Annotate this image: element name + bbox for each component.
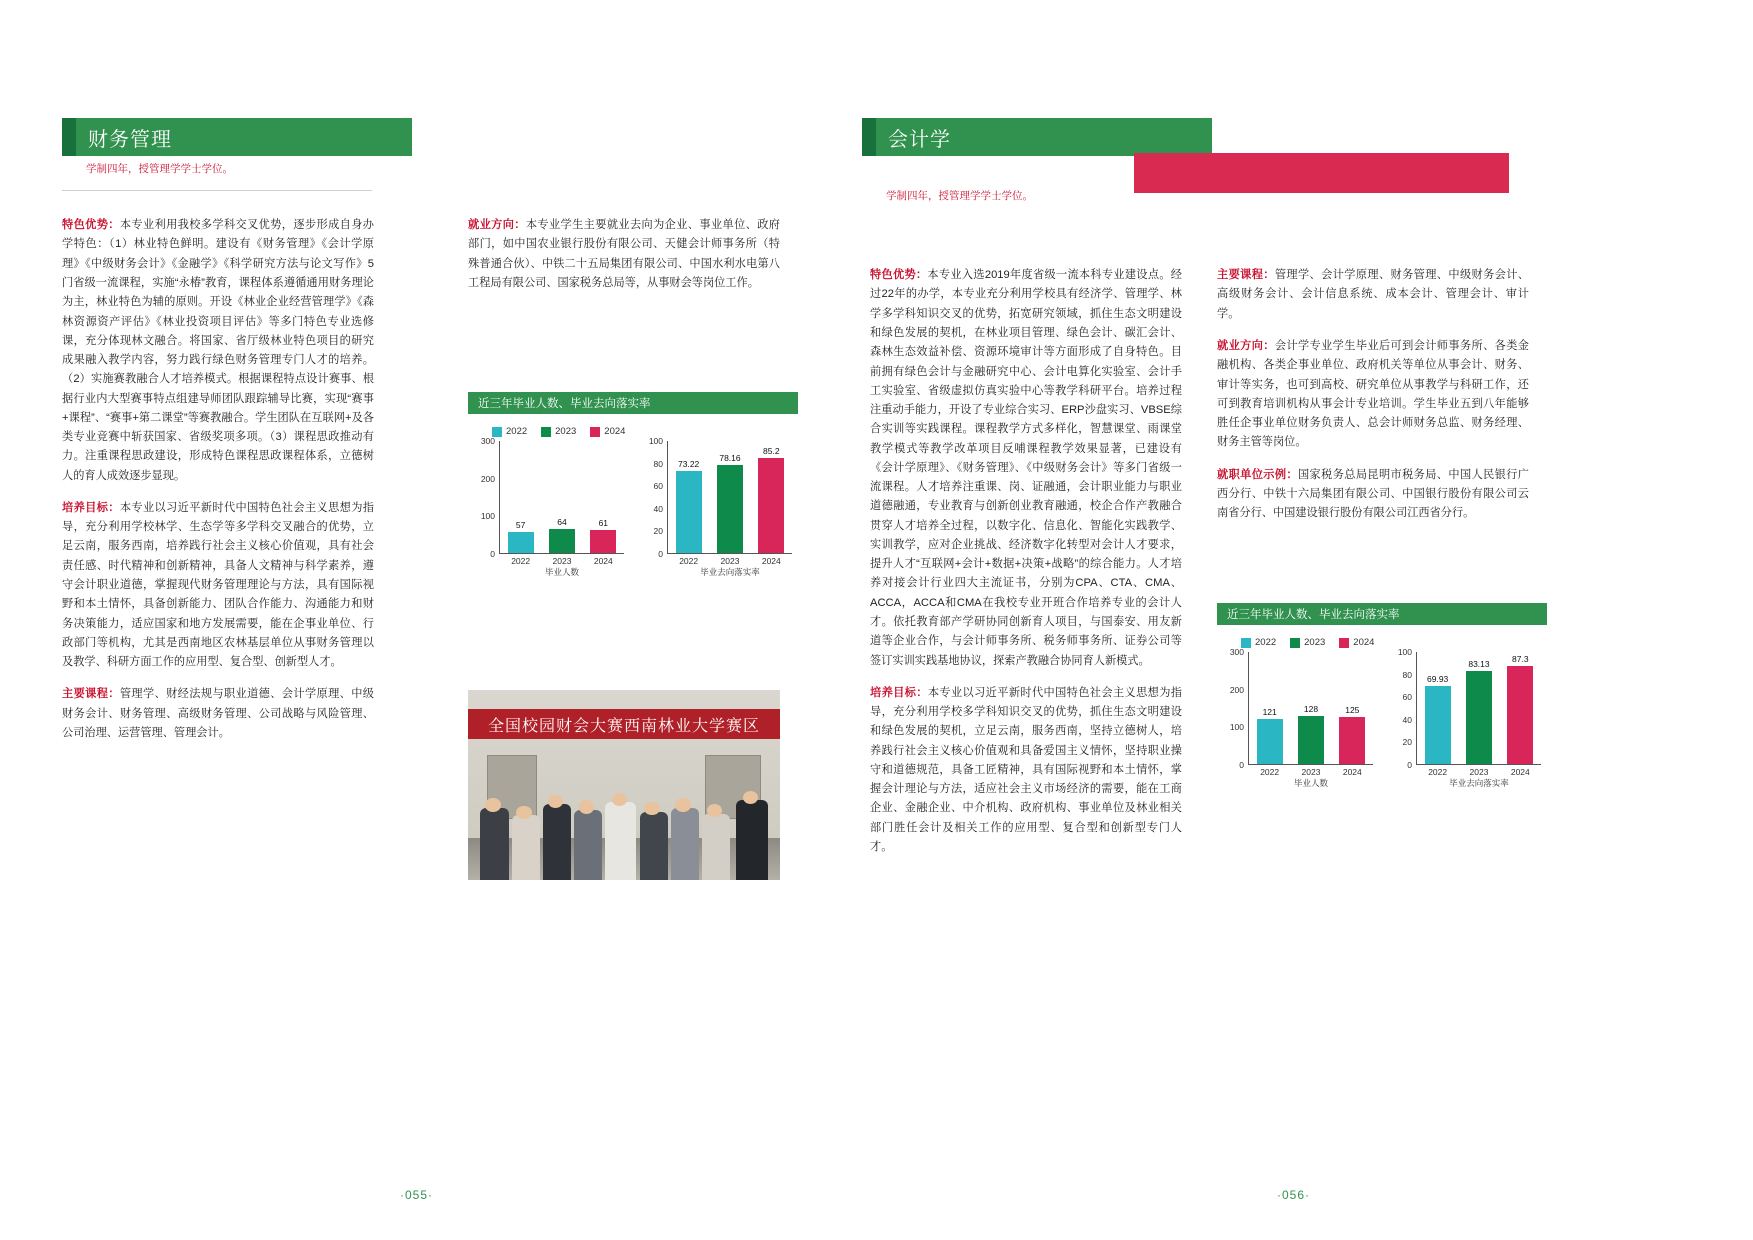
- bar-group: [668, 441, 709, 553]
- paragraph-text: 本专业以习近平新时代中国特色社会主义思想为指导，充分利用学校多学科知识交叉的优势，抓住生态文明建设和绿色发展的契机，立足云南，服务西南，坚持立德树人，培养践行社会主义核心价值观和具备爱国主义情怀，坚持职业操守和道德规范，具备工匠精神，具有国际视野和本土情怀，掌握会计理论与方法，适应社会主义市场经济的需要，能在工商企业、金融企业、中介机构、政府机构、事业单位及林业相关部门胜任会计及相关工作的应用型、复合型和创新型专门人才。: [870, 686, 1182, 853]
- paragraph-goals: [62, 499, 374, 672]
- bar-chart-employment-rate: [1391, 647, 1541, 788]
- page-number: ·056·: [1277, 1188, 1311, 1202]
- bar-value-label: 121: [1262, 706, 1277, 717]
- photo-person: [702, 814, 730, 881]
- x-tick-label: 2024: [1342, 767, 1362, 777]
- bar-value-label: 57: [515, 519, 526, 530]
- photo-person-head: [743, 791, 759, 804]
- plot-area: [1249, 652, 1373, 765]
- legend-item: [1241, 637, 1276, 648]
- degree-note: 学制四年，授管理学学士学位。: [86, 163, 233, 175]
- photo-person-head: [548, 795, 564, 808]
- legend-label: 2022: [1255, 637, 1277, 648]
- y-tick-label: 0: [658, 549, 663, 559]
- y-tick-label: 0: [1407, 760, 1412, 770]
- paragraph-text: 本专业入选2019年度省级一流本科专业建设点。经过22年的办学，本专业充分利用学校具有经济学、管理学、林学多学科知识交叉的优势，拓宽研究领域，抓住生态文明建设和绿色发展的契机，在林业项目管理、绿色会计、碳汇会计、森林生态效益补偿、资源环境审计等方面形成了自身特色。目前拥有绿色会计与金融研究中心、会计电算化实验室、会计手工实验室、省级虚拟仿真实验中心等教学科研平台。培养过程注重动手能力，开设了专业综合实习、ERP沙盘实习、VBSE综合实训等实践课程。课程教学方式多样化，智慧课堂、雨课堂教学模式等教学改革项目反哺课程教学效果显著，已建设有《会计学原理》、《财务管理》、《中级财务会计》等多门省级一流课程。人才培养注重课、岗、证融通，会计职业能力与职业道德融通，专业教育与创新创业教育融通，校企合作产教融合贯穿人才培养全过程，以数字化、信息化、智能化实践教学、实训教学，应对企业挑战、经济数字化转型对会计人才要求，提升人才“互联网+会计+数据+决策+战略”的综合能力。人才培养对接会计行业四大主流证书，分别为CPA、CTA、CMA、ACCA，ACCA和CMA在我校专业开班合作培养专业的会计人才。依托教育部产学研协同创新育人项目，与国泰安、用友新道等企业合作，与会计师事务所、税务师事务所、证券公司等签订实训实践基地协议，探索产教融合协同育人新模式。: [870, 269, 1182, 667]
- header-accent-bar: [62, 118, 76, 156]
- x-tick-label: 2023: [720, 556, 740, 566]
- bar-value-label: 85.2: [763, 445, 780, 456]
- paragraph-text: 本专业以习近平新时代中国特色社会主义思想为指导，充分利用学校林学、生态学等多学科交叉融合的优势，立足云南，服务西南，培养践行社会主义核心价值观，具有社会责任感、时代精神和创新精神，具备人文精神与科学素养，遵守会计职业道德，掌握现代财务管理理论与方法，具有国际视野和本土情怀，具备创新能力、团队合作能力、沟通能力和财务决策能力，适应国家和地方发展需要，能在企事业单位、行政部门等机构，尤其是西南地区农林基层单位从事财务管理以及教学、科研方面工作的应用型、复合型、创新型人才。: [62, 501, 374, 669]
- y-tick-label: 20: [1402, 737, 1412, 748]
- program-title: 财务管理: [88, 128, 172, 151]
- x-axis-title: 毕业人数: [1293, 778, 1328, 788]
- bar: [676, 471, 702, 553]
- x-axis-labels: [500, 556, 624, 566]
- legend-item: [590, 426, 625, 437]
- paragraph-label: 特色优势：: [62, 219, 120, 232]
- y-tick-label: 300: [480, 436, 495, 446]
- legend-item: [541, 426, 576, 437]
- x-tick-label: 2023: [1301, 767, 1321, 777]
- y-tick-label: 60: [653, 481, 663, 492]
- photo-person: [640, 812, 668, 880]
- x-tick-label: 2024: [761, 556, 781, 566]
- x-tick-label: 2022: [1260, 767, 1280, 777]
- y-tick-label: 0: [1239, 760, 1244, 770]
- chart-panel-accounting: [1217, 603, 1547, 787]
- legend-swatch-2024: [590, 427, 600, 437]
- paragraph-employment: [1217, 337, 1529, 453]
- paragraph-goals: [870, 684, 1182, 857]
- photo-person-head: [485, 798, 501, 811]
- legend-swatch-2023: [541, 427, 551, 437]
- paragraph-label: 主要课程：: [62, 688, 120, 701]
- legend-swatch-2022: [492, 427, 502, 437]
- bar: [549, 529, 575, 553]
- x-axis-title: 毕业人数: [544, 567, 579, 577]
- chart-panel-title: 近三年毕业人数、毕业去向落实率: [1217, 603, 1547, 625]
- page-number: ·055·: [400, 1188, 434, 1202]
- bar: [1298, 716, 1324, 764]
- x-axis-title: 毕业去向落实率: [1449, 778, 1509, 788]
- bar: [758, 458, 784, 553]
- photo-person-head: [516, 806, 532, 819]
- y-tick-label: 60: [1402, 692, 1412, 703]
- paragraph-text: 本专业利用我校多学科交叉优势，逐步形成自身办学特色：（1）林业特色鲜明。建设有《财务管理》《会计学原理》《中级财务会计》《金融学》《科学研究方法与论文写作》5门省级一流课程，实施“永椿”教育，课程体系遵循通用财务理论为主，林业特色为辅的原则。开设《林业企业经营管理学》《森林资源资产评估》《林业投资项目评估》等多门特色专业选修课，充分体现林文融合。将国家、省厅级林业特色项目的研究成果融入教学内容，努力践行绿色财务管理专门人才的培养。（2）实施赛教融合人才培养模式。根据课程特点设计赛事、根据行业内大型赛事特点组建导师团队跟踪辅导比赛，实现“赛事+课程”、“赛事+第二课堂”等赛教融合。学生团队在互联网+及各类专业竞赛中斩获国家、省级奖项多项。（3）课程思政推动有力。注重课程思政建设，形成特色课程思政课程体系，立德树人的育人成效逐步显现。: [62, 219, 374, 482]
- bar-value-label: 73.22: [678, 459, 700, 469]
- chart-legend: [1241, 637, 1547, 648]
- legend-swatch-2024: [1339, 638, 1349, 648]
- bar-group: [751, 441, 792, 553]
- y-tick-label: 20: [653, 526, 663, 537]
- right-column-2: [1217, 255, 1529, 536]
- left-column-1: [62, 205, 374, 756]
- bar: [508, 532, 534, 553]
- y-tick-label: 200: [480, 473, 495, 484]
- paragraph-text: 管理学、财经法规与职业道德、会计学原理、中级财务会计、财务管理、高级财务管理、公司战略与风险管理、公司治理、运营管理、管理会计。: [62, 688, 374, 739]
- charts-row: [474, 436, 798, 577]
- bar-group: [500, 441, 541, 553]
- program-header-accounting: [862, 118, 1212, 156]
- paragraph-label: 就职单位示例：: [1217, 468, 1298, 481]
- x-tick-label: 2023: [552, 556, 572, 566]
- plot-area: [500, 441, 624, 554]
- photo-person: [736, 800, 767, 880]
- legend-label: 2023: [1304, 637, 1326, 648]
- y-tick-label: 100: [1229, 722, 1244, 733]
- x-tick-label: 2024: [1510, 767, 1530, 777]
- right-column-1: [870, 255, 1182, 870]
- bar-value-label: 128: [1303, 704, 1319, 715]
- x-axis-labels: [1249, 767, 1373, 777]
- bar-chart-graduates: [474, 436, 624, 577]
- bar: [1339, 717, 1365, 764]
- legend-label: 2023: [555, 426, 577, 437]
- paragraph-label: 就业方向：: [1217, 339, 1275, 352]
- paragraph-employers: [1217, 466, 1529, 524]
- y-tick-label: 100: [648, 436, 663, 446]
- y-tick-label: 80: [1402, 669, 1412, 680]
- x-tick-label: 2022: [511, 556, 531, 566]
- decorative-pink-bar: [1134, 153, 1509, 193]
- y-tick-label: 200: [1229, 684, 1244, 695]
- paragraph-features: [870, 266, 1182, 671]
- legend-item: [1290, 637, 1325, 648]
- bar: [1257, 719, 1283, 764]
- y-axis: [474, 436, 500, 559]
- paragraph-text: 管理学、会计学原理、财务管理、中级财务会计、高级财务会计、会计信息系统、成本会计、管理会计、审计学。: [1217, 269, 1529, 320]
- bar: [717, 465, 743, 553]
- x-axis-labels: [1417, 767, 1541, 777]
- paragraph-label: 培养目标：: [870, 686, 928, 699]
- bar-group: [1459, 652, 1500, 764]
- paragraph-courses: [1217, 266, 1529, 324]
- photo-person: [543, 804, 571, 880]
- legend-item: [492, 426, 527, 437]
- legend-swatch-2022: [1241, 638, 1251, 648]
- paragraph-text: 本专业学生主要就业去向为企业、事业单位、政府部门，如中国农业银行股份有限公司、天健会计师事务所（特殊普通合伙）、中铁二十五局集团有限公司、中国水利水电第八工程局有限公司、国家税务总局等，从事财会等岗位工作。: [468, 219, 780, 289]
- y-tick-label: 100: [1397, 647, 1412, 657]
- paragraph-courses: [62, 685, 374, 743]
- legend-swatch-2023: [1290, 638, 1300, 648]
- legend-label: 2022: [506, 426, 528, 437]
- bar-value-label: 64: [557, 517, 567, 528]
- bar: [590, 530, 616, 553]
- paragraph-text: 国家税务总局昆明市税务局、中国人民银行广西分行、中铁十六局集团有限公司、中国银行股份有限公司云南省分行、中国建设银行股份有限公司江西省分行。: [1217, 468, 1529, 520]
- left-column-2: [468, 205, 780, 306]
- header-accent-bar: [862, 118, 876, 156]
- plot-area: [1417, 652, 1541, 765]
- bar-group: [1332, 652, 1373, 764]
- photo-banner-text: 全国校园财会大赛西南林业大学赛区: [468, 709, 780, 739]
- x-axis-labels: [668, 556, 792, 566]
- paragraph-text: 会计学专业学生毕业后可到会计师事务所、各类金融机构、各类企事业单位、政府机关等单位从事会计、财务、审计等实务，也可到高校、研究单位从事教学与科研工作，还可到教育培训机构从事会计专业培训。学生毕业五到八年能够胜任企事业单位财务负责人、总会计师财务总监、财务经理、财务主管等岗位。: [1217, 339, 1529, 449]
- y-tick-label: 100: [480, 511, 495, 522]
- chart-legend: [492, 426, 798, 437]
- legend-label: 2024: [1353, 637, 1375, 648]
- x-tick-label: 2023: [1469, 767, 1489, 777]
- legend-label: 2024: [604, 426, 626, 437]
- y-axis: [642, 436, 668, 559]
- paragraph-label: 主要课程：: [1217, 269, 1275, 282]
- chart-panel-title: 近三年毕业人数、毕业去向落实率: [468, 392, 798, 414]
- x-axis-title: 毕业去向落实率: [700, 567, 760, 577]
- bar: [1507, 666, 1533, 764]
- photo-person-head: [675, 798, 691, 811]
- paragraph-employment: [468, 216, 780, 293]
- paragraph-label: 特色优势：: [870, 269, 928, 282]
- paragraph-features: [62, 216, 374, 486]
- bar-group: [1291, 652, 1332, 764]
- bar-group: [1249, 652, 1290, 764]
- bar-chart-graduates: [1223, 647, 1373, 788]
- event-photo: [468, 690, 780, 880]
- program-title: 会计学: [888, 128, 951, 151]
- photo-person: [512, 815, 540, 880]
- plot-area: [668, 441, 792, 554]
- bar-group: [710, 441, 751, 553]
- bar-group: [1417, 652, 1458, 764]
- divider: [62, 190, 372, 191]
- bar-value-label: 83.13: [1468, 658, 1490, 669]
- y-tick-label: 80: [653, 458, 663, 469]
- x-tick-label: 2024: [593, 556, 613, 566]
- chart-panel-finance: [468, 392, 798, 576]
- photo-person: [671, 808, 699, 880]
- paragraph-label: 培养目标：: [62, 501, 120, 514]
- y-tick-label: 0: [490, 549, 495, 559]
- page-right: [870, 0, 1753, 1240]
- bar-chart-employment-rate: [642, 436, 792, 577]
- x-tick-label: 2022: [1428, 767, 1448, 777]
- photo-person: [574, 810, 602, 880]
- charts-row: [1223, 647, 1547, 788]
- bar: [1425, 686, 1451, 764]
- x-tick-label: 2022: [679, 556, 699, 566]
- bar-value-label: 87.3: [1512, 654, 1529, 665]
- paragraph-label: 就业方向：: [468, 219, 526, 232]
- legend-item: [1339, 637, 1374, 648]
- bar-group: [1500, 652, 1541, 764]
- y-tick-label: 40: [1402, 714, 1412, 725]
- program-header-finance: [62, 118, 412, 156]
- photo-person: [480, 808, 508, 880]
- bar-value-label: 78.16: [719, 453, 741, 464]
- bar-value-label: 69.93: [1427, 673, 1449, 684]
- y-tick-label: 40: [653, 503, 663, 514]
- bar-value-label: 125: [1345, 705, 1360, 716]
- photo-person-head: [579, 800, 595, 813]
- y-axis: [1223, 647, 1249, 770]
- degree-note: 学制四年，授管理学学士学位。: [886, 190, 1033, 202]
- photo-person-head: [612, 793, 628, 806]
- y-axis: [1391, 647, 1417, 770]
- photo-person: [605, 802, 636, 880]
- bar-group: [583, 441, 624, 553]
- bar-group: [542, 441, 583, 553]
- bar: [1466, 671, 1492, 764]
- y-tick-label: 300: [1229, 647, 1244, 657]
- bar-value-label: 61: [598, 518, 609, 529]
